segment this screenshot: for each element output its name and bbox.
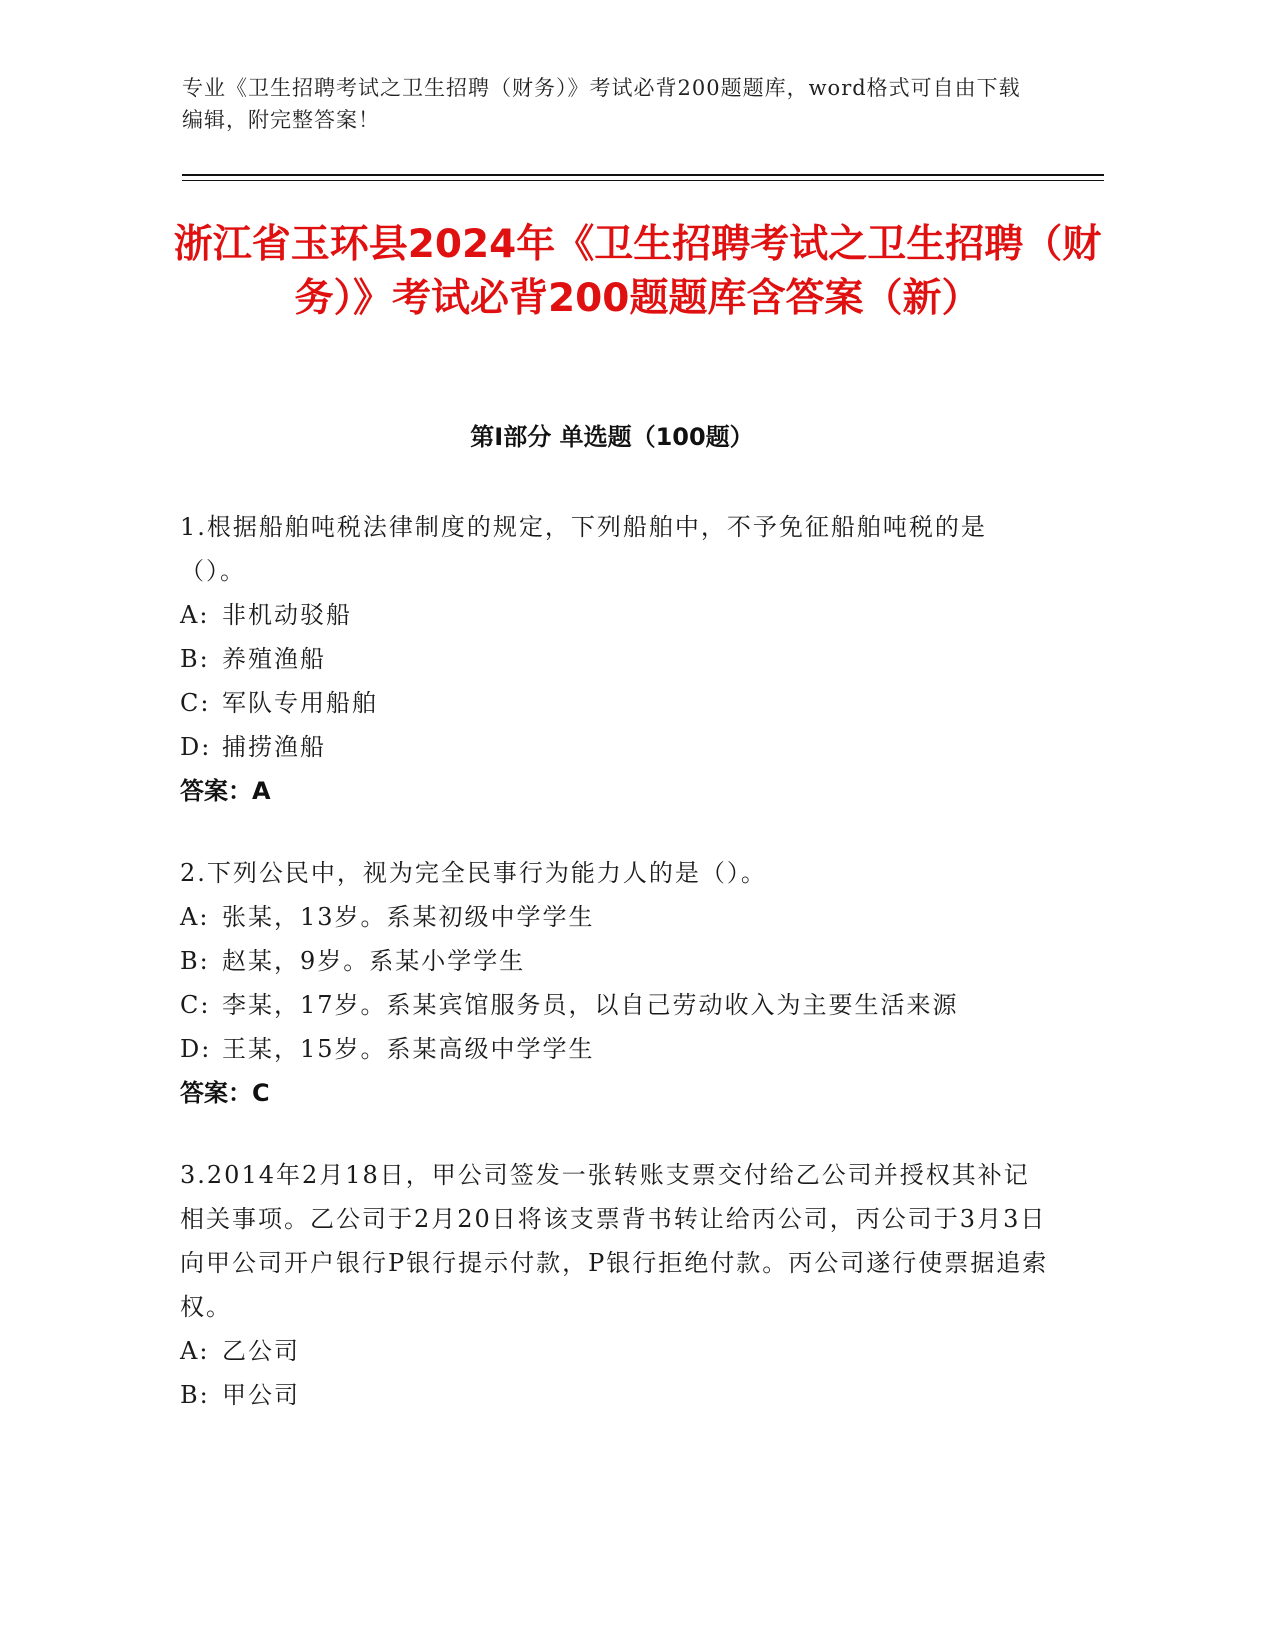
option-b: [180, 939, 1050, 983]
option-c: [180, 983, 1050, 1027]
option-key: A:: [180, 1337, 210, 1365]
option-key: B:: [180, 947, 210, 975]
option-text: 乙公司: [222, 1337, 300, 1365]
option-key: D:: [180, 1035, 212, 1063]
option-text: 张某，13岁。系某初级中学学生: [222, 903, 595, 931]
question-3: [180, 1153, 1050, 1417]
question-stem: 1.根据船舶吨税法律制度的规定，下列船舶中，不予免征船舶吨税的是（）。: [180, 513, 987, 585]
option-a: [180, 1329, 1050, 1373]
option-key: C:: [180, 689, 211, 717]
answer-line: 答案：A: [180, 777, 271, 805]
option-text: 捕捞渔船: [222, 733, 326, 761]
option-text: 王某，15岁。系某高级中学学生: [222, 1035, 595, 1063]
document-title: 浙江省玉环县2024年《卫生招聘考试之卫生招聘（财务）》考试必背200题题库含答案（新）: [173, 222, 1102, 321]
option-key: A:: [180, 601, 210, 629]
option-a: [180, 593, 1050, 637]
option-d: [180, 1027, 1050, 1071]
option-c: [180, 681, 1050, 725]
option-key: B:: [180, 645, 210, 673]
header-note: 专业《卫生招聘考试之卫生招聘（财务）》考试必背200题题库，word格式可自由下载编辑，附完整答案！: [182, 76, 1021, 132]
question-list: [180, 505, 1050, 1455]
option-d: [180, 725, 1050, 769]
question-stem: 3.2014年2月18日，甲公司签发一张转账支票交付给乙公司并授权其补记相关事项。乙公司于2月20日将该支票背书转让给丙公司，丙公司于3月3日向甲公司开户银行P银行提示付款，P银行拒绝付款。丙公司遂行使票据追索权。: [180, 1161, 1049, 1321]
option-text: 非机动驳船: [222, 601, 352, 629]
option-text: 李某，17岁。系某宾馆服务员，以自己劳动收入为主要生活来源: [222, 991, 959, 1019]
answer-line: 答案：C: [180, 1079, 270, 1107]
option-key: C:: [180, 991, 211, 1019]
section-title: 第Ⅰ部分 单选题（100题）: [470, 423, 754, 451]
question-stem: 2.下列公民中，视为完全民事行为能力人的是（）。: [180, 859, 767, 887]
option-text: 军队专用船舶: [222, 689, 378, 717]
question-2: [180, 851, 1050, 1115]
option-b: [180, 637, 1050, 681]
header-rule-thick: [182, 174, 1104, 176]
option-key: D:: [180, 733, 212, 761]
option-text: 甲公司: [222, 1381, 300, 1409]
header-rule-thin: [182, 180, 1104, 181]
option-text: 赵某，9岁。系某小学学生: [222, 947, 526, 975]
question-1: [180, 505, 1050, 813]
option-key: B:: [180, 1381, 210, 1409]
option-text: 养殖渔船: [222, 645, 326, 673]
option-b: [180, 1373, 1050, 1417]
option-a: [180, 895, 1050, 939]
option-key: A:: [180, 903, 210, 931]
